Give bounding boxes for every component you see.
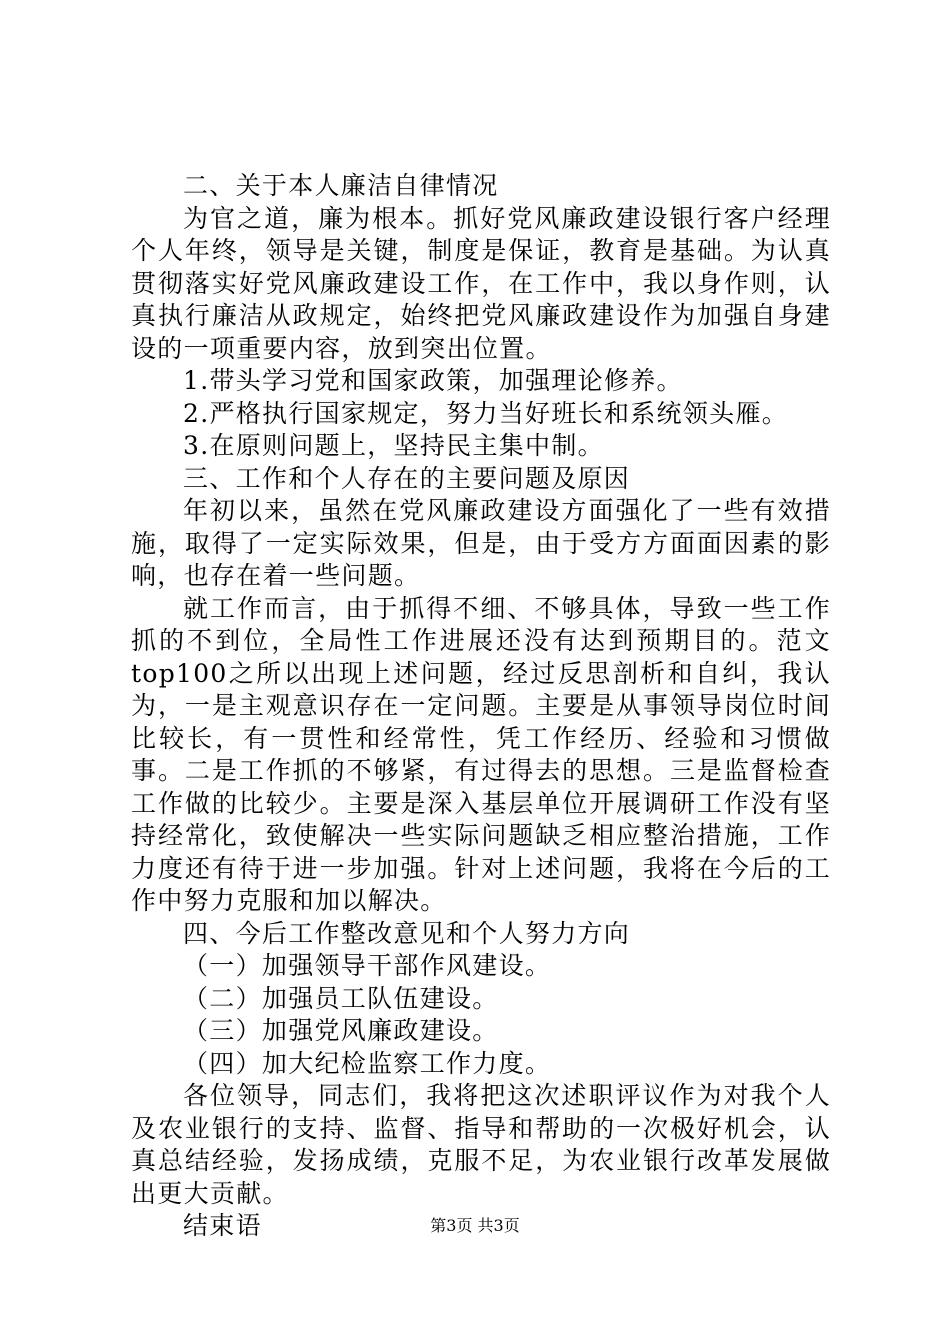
rectification-item-1: （一）加强领导干部作风建设。 bbox=[183, 951, 552, 980]
list-item-2: 2.严格执行国家规定，努力当好班长和系统领头雁。 bbox=[183, 398, 789, 428]
rectification-item-4: （四）加大纪检监察工作力度。 bbox=[183, 1048, 552, 1078]
paragraph-analysis: 就工作而言，由于抓得不细、不够具体，导致一些工作抓的不到位，全局性工作进展还没有达到预期目的。范文top100之所以出现上述问题，经过反思剖析和自纠，我认为，一是主观意识存在一定问题。主要是从事领导岗位时间比较长，有一贯性和经常性，凭工作经历、经验和习惯做事。二是工作抓的不够紧，有过得去的思想。三是监督检查工作做的比较少。主要是深入基层单位开展调研工作没有坚持经常化，致使解决一些实际问题缺乏相应整治措施，工作力度还有待于进一步加强。针对上述问题，我将在今后的工作中努力克服和加以解决。 bbox=[131, 593, 831, 915]
section-heading-rectification: 四、今后工作整改意见和个人努力方向 bbox=[183, 918, 631, 948]
section-heading-problems: 三、工作和个人存在的主要问题及原因 bbox=[183, 463, 631, 493]
paragraph-integrity: 为官之道，廉为根本。抓好党风廉政建设银行客户经理个人年终，领导是关键，制度是保证，教育是基础。为认真贯彻落实好党风廉政建设工作，在工作中，我以身作则，认真执行廉洁从政规定，始终把党风廉政建设作为加强自身建设的一项重要内容，放到突出位置。 bbox=[131, 203, 831, 363]
rectification-item-2: （二）加强员工队伍建设。 bbox=[183, 983, 499, 1013]
rectification-item-3: （三）加强党风廉政建设。 bbox=[183, 1016, 499, 1045]
section-heading-self-discipline: 二、关于本人廉洁自律情况 bbox=[183, 171, 499, 200]
paragraph-closing: 各位领导，同志们，我将把这次述职评议作为对我个人及农业银行的支持、监督、指导和帮助的一次极好机会，认真总结经验，发扬成绩，克服不足，为农业银行改革发展做出更大贡献。 bbox=[131, 1081, 831, 1208]
list-item-3: 3.在原则问题上，坚持民主集中制。 bbox=[183, 431, 604, 460]
document-body bbox=[131, 170, 831, 1243]
closing-heading: 结束语 bbox=[183, 1211, 262, 1240]
page-number-footer: 第3页 共3页 bbox=[430, 1216, 520, 1235]
list-item-1: 1.带头学习党和国家政策，加强理论修养。 bbox=[183, 366, 683, 395]
paragraph-measures: 年初以来，虽然在党风廉政建设方面强化了一些有效措施，取得了一定实际效果，但是，由于受方方面面因素的影响，也存在着一些问题。 bbox=[131, 496, 831, 590]
